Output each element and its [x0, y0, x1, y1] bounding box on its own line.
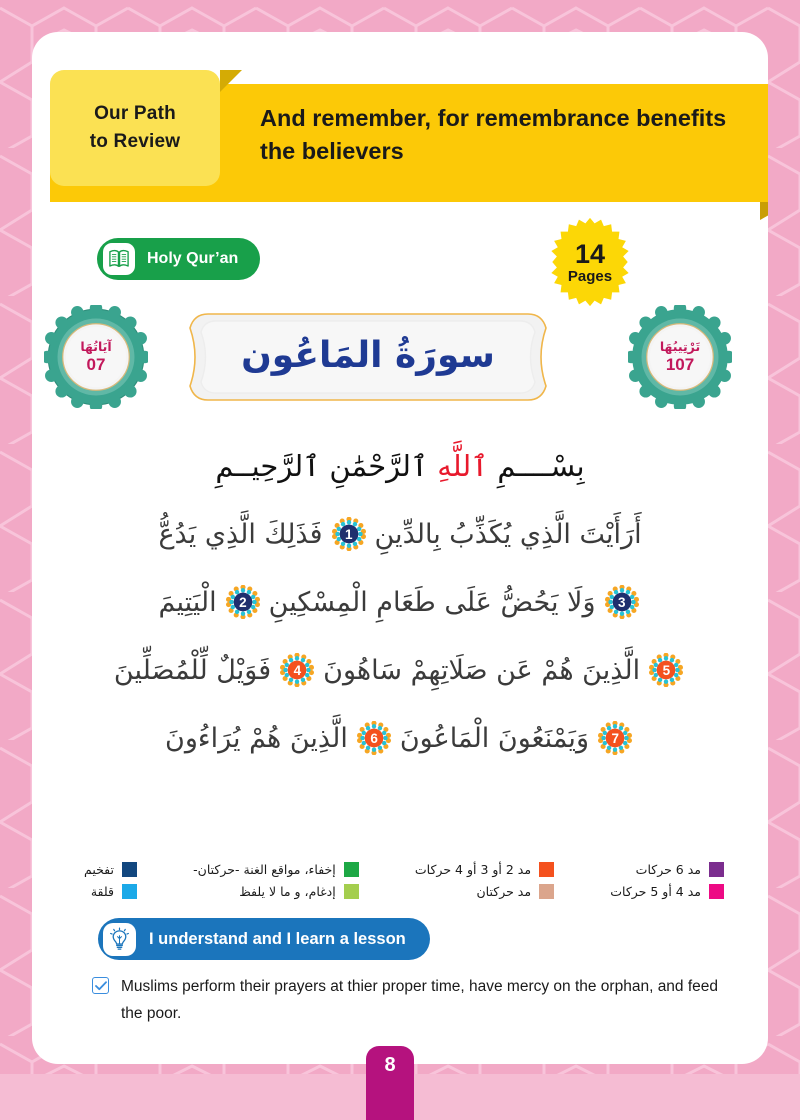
ayah-text-tail: فَذَلِكَ الَّذِي يَدُعُّ: [158, 518, 323, 550]
check-icon: [92, 977, 109, 994]
open-book-icon: [103, 243, 135, 275]
ayah-line: [66, 704, 734, 772]
ayah-number: 3: [618, 594, 626, 610]
ayah-text-tail: وَلَا يَحُضُّ عَلَى طَعَامِ الْمِسْكِينِ: [268, 586, 596, 618]
page-title: And remember, for remembrance benefits the believers: [260, 105, 727, 165]
legend-label: مد 2 أو 3 أو 4 حركات: [414, 862, 532, 877]
surah-title-plaque: [184, 308, 552, 406]
ayah-number: 7: [611, 730, 619, 746]
header-banner-fold: [760, 202, 768, 220]
ayah-count-medallion: [44, 305, 148, 409]
legend-swatch: [709, 862, 724, 877]
subject-label: Holy Qur’an: [147, 250, 239, 267]
legend-label: إخفاء، مواقع الغنة -حركتان-: [193, 862, 336, 877]
tajweed-legend: [84, 862, 724, 899]
ayah-text-tail: الَّذِينَ هُمْ عَن صَلَاتِهِمْ سَاهُونَ: [323, 654, 641, 686]
page-header: [32, 70, 768, 202]
basmala: [32, 449, 768, 483]
legend-swatch: [122, 862, 137, 877]
legend-column: [415, 862, 554, 899]
legend-column: [84, 862, 137, 899]
legend-swatch: [539, 884, 554, 899]
surah-order-label: تَرْتِيبُهَا: [659, 339, 701, 355]
legend-label: مد حركتان: [476, 884, 532, 899]
legend-label: مد 6 حركات: [635, 862, 701, 877]
surah-name: سورَةُ المَاعُون: [241, 334, 495, 376]
lesson-card: [32, 32, 768, 1064]
ayah-marker-1: [332, 517, 366, 551]
legend-swatch: [709, 884, 724, 899]
lesson-banner-label: I understand and I learn a lesson: [149, 929, 406, 948]
header-tab-fold: [220, 70, 242, 92]
ayah-text: الْيَتِيمَ: [158, 586, 217, 618]
legend-item: [415, 862, 554, 877]
ayah-text: أَرَأَيْتَ الَّذِي يُكَذِّبُ بِالدِّينِ: [374, 518, 642, 550]
legend-swatch: [344, 884, 359, 899]
section-tab: [50, 70, 220, 186]
legend-column: [193, 862, 359, 899]
ayah-marker-7: [598, 721, 632, 755]
ayah-number: 4: [293, 662, 301, 678]
ayah-marker-5: [649, 653, 683, 687]
ayah-number: 2: [239, 594, 247, 610]
legend-swatch: [122, 884, 137, 899]
page-number: 8: [384, 1054, 396, 1076]
pages-badge: [544, 216, 636, 308]
ayah-marker-6: [357, 721, 391, 755]
section-tab-line2: to Review: [89, 131, 181, 152]
basmala-allah: ٱللَّهِ: [437, 449, 489, 483]
quran-text-block: [66, 500, 734, 772]
legend-label: تفخيم: [84, 862, 114, 877]
legend-label: مد 4 أو 5 حركات: [610, 884, 701, 899]
lesson-body: [92, 974, 732, 1027]
ayah-marker-3: [605, 585, 639, 619]
ayah-marker-4: [280, 653, 314, 687]
legend-item: [84, 884, 137, 899]
lesson-banner: [98, 918, 430, 960]
legend-column: [610, 862, 724, 899]
legend-item: [610, 862, 724, 877]
legend-item: [193, 884, 359, 899]
lesson-body-text: Muslims perform their prayers at thier proper time, have mercy on the orphan, and feed the poor.: [121, 978, 719, 1022]
basmala-part2: ٱلرَّحْمَٰنِ ٱلرَّحِيــمِ: [215, 449, 438, 483]
pages-count: 14: [574, 238, 606, 269]
ayah-marker-2: [226, 585, 260, 619]
ayah-text: فَوَيْلٌ لِّلْمُصَلِّينَ: [113, 654, 272, 686]
ayah-text: الَّذِينَ هُمْ يُرَاءُونَ: [165, 722, 348, 754]
legend-item: [415, 884, 554, 899]
legend-item: [193, 862, 359, 877]
legend-item: [84, 862, 137, 877]
surah-order-value: 107: [665, 355, 695, 375]
ayah-count-label: آيَاتُهَا: [80, 339, 112, 355]
ayah-text-tail: وَيَمْنَعُونَ الْمَاعُونَ: [399, 722, 589, 754]
ayah-number: 6: [370, 730, 378, 746]
legend-label: قلقة: [90, 884, 114, 899]
ayah-number: 5: [662, 662, 670, 678]
section-tab-line1: Our Path: [94, 103, 176, 125]
ayah-line: [66, 636, 734, 704]
ayah-line: [66, 500, 734, 568]
legend-swatch: [344, 862, 359, 877]
ayah-count-value: 07: [86, 355, 106, 375]
legend-swatch: [539, 862, 554, 877]
lightbulb-icon: [103, 923, 136, 956]
subject-badge: [97, 238, 260, 280]
basmala-part1: بِسْــــمِ: [488, 449, 585, 483]
legend-label: إدغام، و ما لا يلفظ: [239, 884, 336, 899]
ayah-line: [66, 568, 734, 636]
legend-item: [610, 884, 724, 899]
surah-order-medallion: [628, 305, 732, 409]
pages-word: Pages: [567, 267, 613, 285]
ayah-number: 1: [345, 526, 353, 542]
page-number-tab: [366, 1046, 414, 1120]
